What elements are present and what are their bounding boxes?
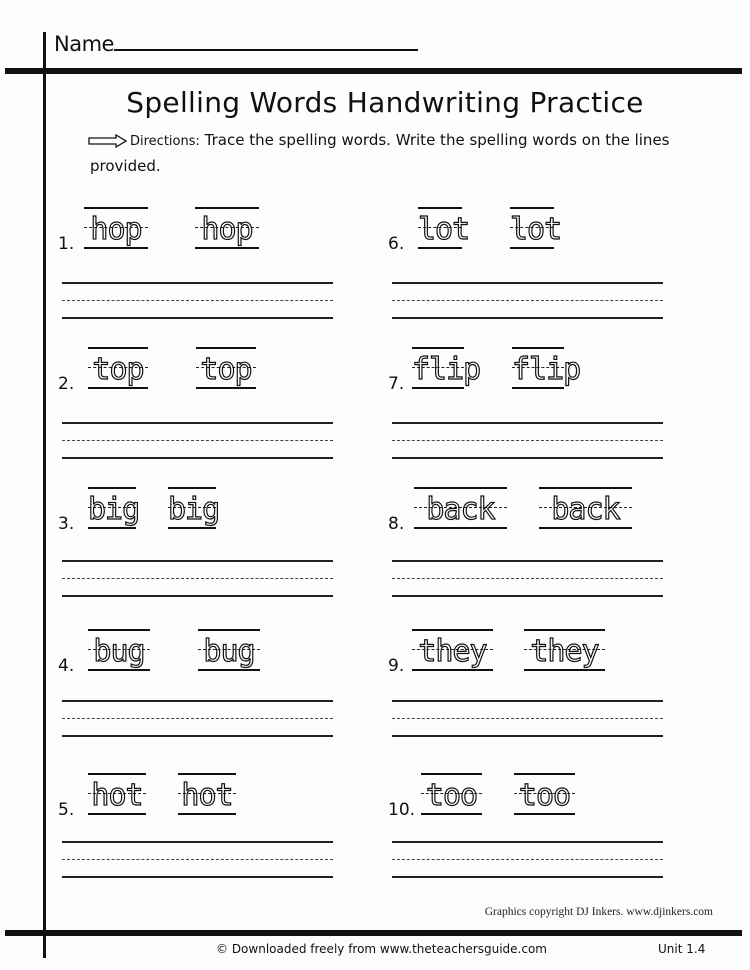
writing-lines[interactable] bbox=[62, 841, 333, 878]
item-number: 5. bbox=[58, 800, 75, 820]
trace-word: hop bbox=[195, 207, 259, 252]
trace-word: they bbox=[412, 629, 493, 674]
trace-word: lot bbox=[510, 207, 554, 252]
spelling-item bbox=[388, 200, 678, 320]
header-divider bbox=[5, 68, 742, 74]
writing-lines[interactable] bbox=[392, 422, 663, 459]
name-blank[interactable] bbox=[114, 33, 418, 51]
spelling-item bbox=[58, 622, 348, 742]
writing-lines[interactable] bbox=[392, 700, 663, 737]
writing-lines[interactable] bbox=[392, 560, 663, 597]
item-number: 4. bbox=[58, 656, 75, 676]
spelling-item bbox=[388, 766, 678, 886]
item-number: 1. bbox=[58, 234, 75, 254]
trace-word: flip bbox=[412, 347, 464, 392]
directions bbox=[90, 128, 690, 178]
writing-lines[interactable] bbox=[62, 700, 333, 737]
item-number: 2. bbox=[58, 374, 75, 394]
spelling-item bbox=[58, 480, 348, 600]
trace-word: flip bbox=[512, 347, 564, 392]
item-number: 7. bbox=[388, 374, 405, 394]
trace-word: hop bbox=[84, 207, 148, 252]
spelling-item bbox=[388, 622, 678, 742]
item-number: 6. bbox=[388, 234, 405, 254]
writing-lines[interactable] bbox=[392, 282, 663, 319]
download-notice: © Downloaded freely from www.theteachersguide.com bbox=[216, 942, 547, 956]
trace-word: big bbox=[168, 487, 216, 532]
arrow-right-icon bbox=[88, 134, 128, 148]
footer-divider bbox=[5, 930, 742, 936]
graphics-credit: Graphics copyright DJ Inkers. www.djinkers.com bbox=[484, 906, 713, 918]
spelling-item bbox=[58, 340, 348, 460]
item-number: 3. bbox=[58, 514, 75, 534]
trace-word: top bbox=[196, 347, 256, 392]
spelling-item bbox=[58, 200, 348, 320]
trace-word: hot bbox=[88, 773, 146, 818]
item-number: 10. bbox=[388, 800, 416, 820]
trace-word: back bbox=[539, 487, 632, 532]
spelling-item bbox=[388, 480, 678, 600]
writing-lines[interactable] bbox=[62, 282, 333, 319]
trace-word: bug bbox=[198, 629, 260, 674]
writing-lines[interactable] bbox=[62, 560, 333, 597]
name-field[interactable] bbox=[54, 32, 418, 56]
directions-label: Directions: bbox=[130, 134, 200, 149]
name-label: Name bbox=[54, 32, 114, 56]
writing-lines[interactable] bbox=[62, 422, 333, 459]
trace-word: bug bbox=[88, 629, 150, 674]
unit-label: Unit 1.4 bbox=[658, 942, 706, 956]
trace-word: they bbox=[524, 629, 605, 674]
trace-word: too bbox=[514, 773, 575, 818]
margin-line bbox=[43, 32, 46, 958]
spelling-item bbox=[58, 766, 348, 886]
trace-word: top bbox=[88, 347, 148, 392]
trace-word: lot bbox=[418, 207, 462, 252]
item-number: 8. bbox=[388, 514, 405, 534]
trace-word: back bbox=[414, 487, 507, 532]
worksheet-title: Spelling Words Handwriting Practice bbox=[126, 86, 644, 119]
spelling-item bbox=[388, 340, 678, 460]
trace-word: too bbox=[421, 773, 482, 818]
writing-lines[interactable] bbox=[392, 841, 663, 878]
item-number: 9. bbox=[388, 656, 405, 676]
trace-word: big bbox=[88, 487, 136, 532]
directions-text: Trace the spelling words. Write the spelling words on the lines provided. bbox=[90, 131, 670, 175]
trace-word: hot bbox=[178, 773, 236, 818]
